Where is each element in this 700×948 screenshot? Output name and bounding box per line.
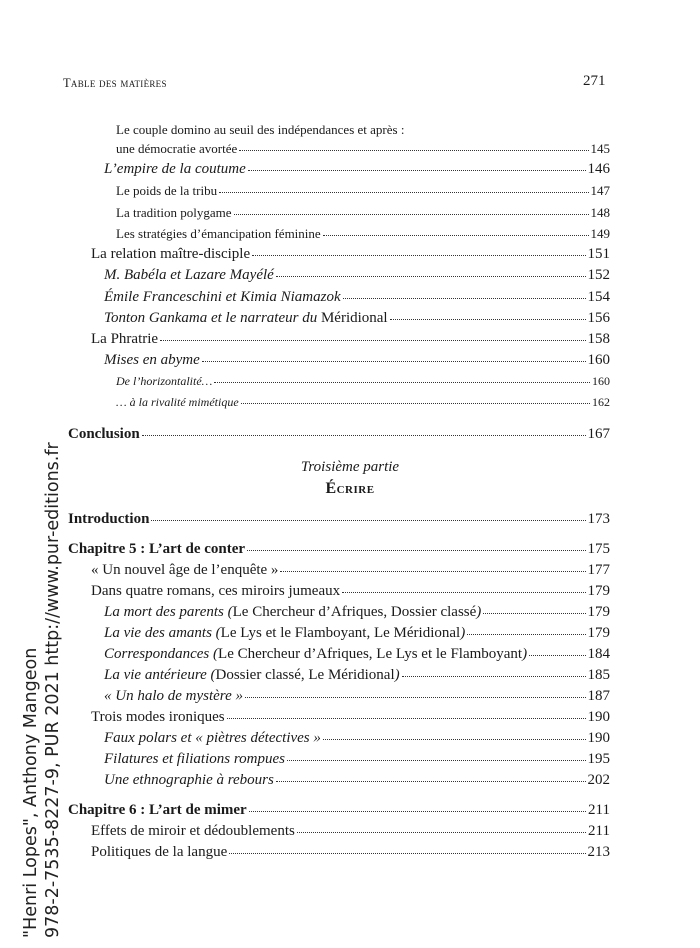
dot-leader bbox=[234, 214, 589, 215]
toc-entry bbox=[116, 184, 610, 197]
toc-entry bbox=[91, 247, 610, 262]
toc-entry bbox=[104, 353, 610, 368]
toc-entry-label bbox=[91, 332, 158, 347]
dot-leader bbox=[529, 655, 585, 656]
toc-entry-label bbox=[104, 311, 388, 326]
toc-entry-label-part: Correspondances ( bbox=[104, 646, 219, 662]
toc-entry bbox=[104, 311, 610, 326]
toc-entry bbox=[104, 731, 610, 746]
toc-entry-label bbox=[116, 206, 232, 219]
part-title: Écrire bbox=[325, 480, 375, 497]
toc-entry-label bbox=[91, 824, 295, 839]
toc-entry-label bbox=[68, 512, 149, 527]
toc-entry-page-number: 175 bbox=[587, 541, 610, 557]
toc-entry-page-number: 184 bbox=[587, 646, 610, 662]
toc-entry bbox=[104, 668, 610, 683]
toc-entry-label-part: Chapitre 5 : L’art de conter bbox=[68, 541, 246, 557]
dot-leader bbox=[239, 150, 588, 151]
toc-entry-label bbox=[104, 268, 274, 283]
toc-entry-page-number: 151 bbox=[587, 246, 610, 262]
toc-entry-page-number: 152 bbox=[587, 267, 610, 283]
dot-leader bbox=[214, 382, 590, 383]
toc-entry-label bbox=[104, 752, 285, 767]
toc-entry bbox=[104, 647, 610, 662]
toc-entry-intro-line: Le couple domino au seuil des indépendances et après : bbox=[116, 122, 405, 137]
toc-entry bbox=[104, 268, 610, 283]
toc-entry-page-number: 179 bbox=[587, 625, 610, 641]
toc-entry-label-part: Méridional bbox=[320, 310, 388, 326]
toc-entry-label-part: Une ethnographie à rebours bbox=[104, 772, 274, 788]
dot-leader bbox=[142, 435, 586, 436]
toc-entry-label-part: Le Chercheur d’Afriques, Le Lys et le Flamboyant bbox=[218, 646, 523, 662]
toc-entry bbox=[116, 206, 610, 219]
dot-leader bbox=[343, 298, 586, 299]
toc-entry-page-number: 202 bbox=[587, 772, 610, 788]
toc-entry-page-number: 158 bbox=[587, 331, 610, 347]
toc-entry bbox=[68, 427, 610, 442]
toc-entry-label-part: ) bbox=[394, 667, 400, 683]
toc-entry bbox=[91, 332, 610, 347]
dot-leader bbox=[276, 781, 586, 782]
toc-entry-label bbox=[116, 184, 217, 197]
toc-entry bbox=[91, 710, 610, 725]
dot-leader bbox=[160, 340, 585, 341]
toc-entry-label bbox=[104, 353, 200, 368]
toc-entry bbox=[91, 845, 610, 860]
toc-entry-label-part: Introduction bbox=[68, 511, 150, 527]
toc-entry-label bbox=[68, 542, 245, 557]
toc-entry-page-number: 173 bbox=[587, 511, 610, 527]
toc-entry-label-part: Dossier classé, Le Méridional bbox=[215, 667, 395, 683]
running-header-page-number: 271 bbox=[583, 73, 606, 89]
toc-entry bbox=[68, 803, 610, 818]
dot-leader bbox=[483, 613, 585, 614]
toc-entry-label-part: Le Chercheur d’Afriques, Dossier classé bbox=[232, 604, 477, 620]
dot-leader bbox=[219, 192, 588, 193]
toc-entry-page-number: 154 bbox=[587, 289, 610, 305]
toc-entry-page-number: 145 bbox=[590, 141, 610, 156]
toc-entry-label-part: Les stratégies d’émancipation féminine bbox=[116, 226, 321, 241]
toc-entry-label bbox=[68, 427, 140, 442]
toc-entry-label bbox=[104, 626, 465, 641]
toc-entry bbox=[104, 773, 610, 788]
toc-entry-label-part: Émile Franceschini et Kimia Niamazok bbox=[104, 289, 341, 305]
toc-entry-label-part: Mises en abyme bbox=[104, 352, 200, 368]
toc-entry bbox=[116, 227, 610, 240]
toc-entry-page-number: 190 bbox=[587, 730, 610, 746]
toc-entry-label bbox=[116, 375, 212, 387]
toc-entry-page-number: 190 bbox=[587, 709, 610, 725]
dot-leader bbox=[229, 853, 585, 854]
side-watermark bbox=[20, 442, 64, 938]
part-subtitle: Troisième partie bbox=[300, 459, 400, 475]
toc-entry-page-number: 187 bbox=[587, 688, 610, 704]
toc-entry-page-number: 147 bbox=[590, 183, 610, 198]
dot-leader bbox=[241, 403, 590, 404]
toc-entry-label-part: M. Babéla et Lazare Mayélé bbox=[104, 267, 274, 283]
toc-entry bbox=[104, 162, 610, 177]
toc-entry bbox=[116, 375, 610, 387]
toc-entry-label bbox=[91, 710, 225, 725]
toc-entry bbox=[91, 584, 610, 599]
toc-entry-page-number: 195 bbox=[587, 751, 610, 767]
toc-entry-label bbox=[104, 162, 246, 177]
toc-entry bbox=[68, 512, 610, 527]
toc-entry-label-part: ) bbox=[476, 604, 482, 620]
toc-entry-label-part: La tradition polygame bbox=[116, 205, 232, 220]
toc-entry-label-part: Faux polars et « piètres détectives » bbox=[104, 730, 321, 746]
toc-entry-label bbox=[91, 584, 340, 599]
toc-entry-page-number: 211 bbox=[588, 802, 610, 818]
dot-leader bbox=[227, 718, 586, 719]
toc-entry-page-number: 179 bbox=[587, 604, 610, 620]
toc-entry bbox=[116, 396, 610, 408]
toc-entry-label-part: Filatures et filiations rompues bbox=[104, 751, 285, 767]
toc-entry-label bbox=[104, 605, 481, 620]
watermark-line-1: "Henri Lopes", Anthony Mangeon bbox=[21, 647, 41, 938]
toc-entry bbox=[104, 689, 610, 704]
toc-entry-page-number: 156 bbox=[587, 310, 610, 326]
toc-entry-label-part: … à la rivalité mimétique bbox=[116, 395, 239, 409]
dot-leader bbox=[280, 571, 585, 572]
toc-entry bbox=[104, 290, 610, 305]
dot-leader bbox=[249, 811, 586, 812]
toc-entry-label-part: une démocratie avortée bbox=[116, 141, 238, 156]
toc-entry-label bbox=[116, 396, 239, 408]
toc-entry-label bbox=[104, 668, 400, 683]
toc-entry-page-number: 185 bbox=[587, 667, 610, 683]
toc-entry bbox=[104, 605, 610, 620]
toc-entry-label-part: Le Lys et le Flamboyant, Le Méridional bbox=[220, 625, 461, 641]
dot-leader bbox=[245, 697, 586, 698]
toc-entry-label-part: Tonton Gankama et le narrateur du bbox=[104, 310, 321, 326]
toc-entry bbox=[116, 142, 610, 155]
toc-entry-label-part: Politiques de la langue bbox=[91, 844, 228, 860]
toc-entry-page-number: 160 bbox=[592, 374, 610, 388]
toc-entry-label bbox=[91, 247, 250, 262]
toc-entry-label-part: Chapitre 6 : L’art de mimer bbox=[68, 802, 247, 818]
toc-entry-page-number: 160 bbox=[587, 352, 610, 368]
toc-entry-page-number: 167 bbox=[587, 426, 610, 442]
toc-entry-label-part: La Phratrie bbox=[91, 331, 159, 347]
running-header-title: Table des matières bbox=[63, 76, 167, 90]
dot-leader bbox=[297, 832, 586, 833]
toc-entry bbox=[104, 752, 610, 767]
toc-entry-page-number: 211 bbox=[588, 823, 610, 839]
toc-entry-label-part: L’empire de la coutume bbox=[104, 161, 246, 177]
toc-entry-label bbox=[91, 845, 227, 860]
toc-entry-page-number: 146 bbox=[587, 161, 610, 177]
toc-entry bbox=[104, 626, 610, 641]
toc-entry-label-part: La vie des amants ( bbox=[104, 625, 221, 641]
dot-leader bbox=[342, 592, 585, 593]
dot-leader bbox=[323, 235, 589, 236]
toc-entry-page-number: 149 bbox=[590, 226, 610, 241]
dot-leader bbox=[390, 319, 586, 320]
dot-leader bbox=[151, 520, 585, 521]
toc-entry bbox=[91, 563, 610, 578]
dot-leader bbox=[402, 676, 586, 677]
toc-entry-label-part: La mort des parents ( bbox=[104, 604, 233, 620]
toc-entry-page-number: 177 bbox=[587, 562, 610, 578]
toc-entry-page-number: 148 bbox=[590, 205, 610, 220]
toc-entry-label bbox=[68, 803, 247, 818]
toc-entry-label-part: ) bbox=[522, 646, 528, 662]
toc-entry-label bbox=[104, 647, 527, 662]
toc-entry-label-part: La vie antérieure ( bbox=[104, 667, 216, 683]
toc-entry-page-number: 179 bbox=[587, 583, 610, 599]
toc-entry-page-number: 162 bbox=[592, 395, 610, 409]
toc-entry bbox=[91, 824, 610, 839]
dot-leader bbox=[202, 361, 586, 362]
toc-entry-label bbox=[104, 773, 274, 788]
dot-leader bbox=[323, 739, 586, 740]
toc-entry-label-part: Conclusion bbox=[68, 426, 140, 442]
toc-entry-label bbox=[104, 689, 243, 704]
dot-leader bbox=[248, 170, 586, 171]
toc-entry-label-part: Trois modes ironiques bbox=[91, 709, 225, 725]
toc-entry-label bbox=[91, 563, 278, 578]
dot-leader bbox=[276, 276, 586, 277]
toc-entry bbox=[68, 542, 610, 557]
toc-entry-label-part: De l’horizontalité… bbox=[116, 374, 213, 388]
toc-entry-label-part: La relation maître-disciple bbox=[91, 246, 251, 262]
toc-entry-label bbox=[116, 227, 321, 240]
toc-entry-label-part: Dans quatre romans, ces miroirs jumeaux bbox=[91, 583, 341, 599]
toc-entry-label-part: ) bbox=[460, 625, 466, 641]
toc-entry-page-number: 213 bbox=[587, 844, 610, 860]
dot-leader bbox=[287, 760, 586, 761]
toc-entry-label bbox=[104, 290, 341, 305]
toc-entry-label-part: « Un halo de mystère » bbox=[104, 688, 243, 704]
toc-entry-label-part: « Un nouvel âge de l’enquête » bbox=[91, 562, 279, 578]
toc-entry-label-part: Le poids de la tribu bbox=[116, 183, 218, 198]
toc-entry-label bbox=[104, 731, 321, 746]
watermark-line-2: 978-2-7535-8227-9, PUR 2021 http://www.pur-editions.fr bbox=[43, 442, 63, 938]
toc-entry-label-part: Effets de miroir et dédoublements bbox=[91, 823, 295, 839]
dot-leader bbox=[252, 255, 585, 256]
toc-entry-label bbox=[116, 142, 237, 155]
dot-leader bbox=[467, 634, 585, 635]
dot-leader bbox=[247, 550, 585, 551]
